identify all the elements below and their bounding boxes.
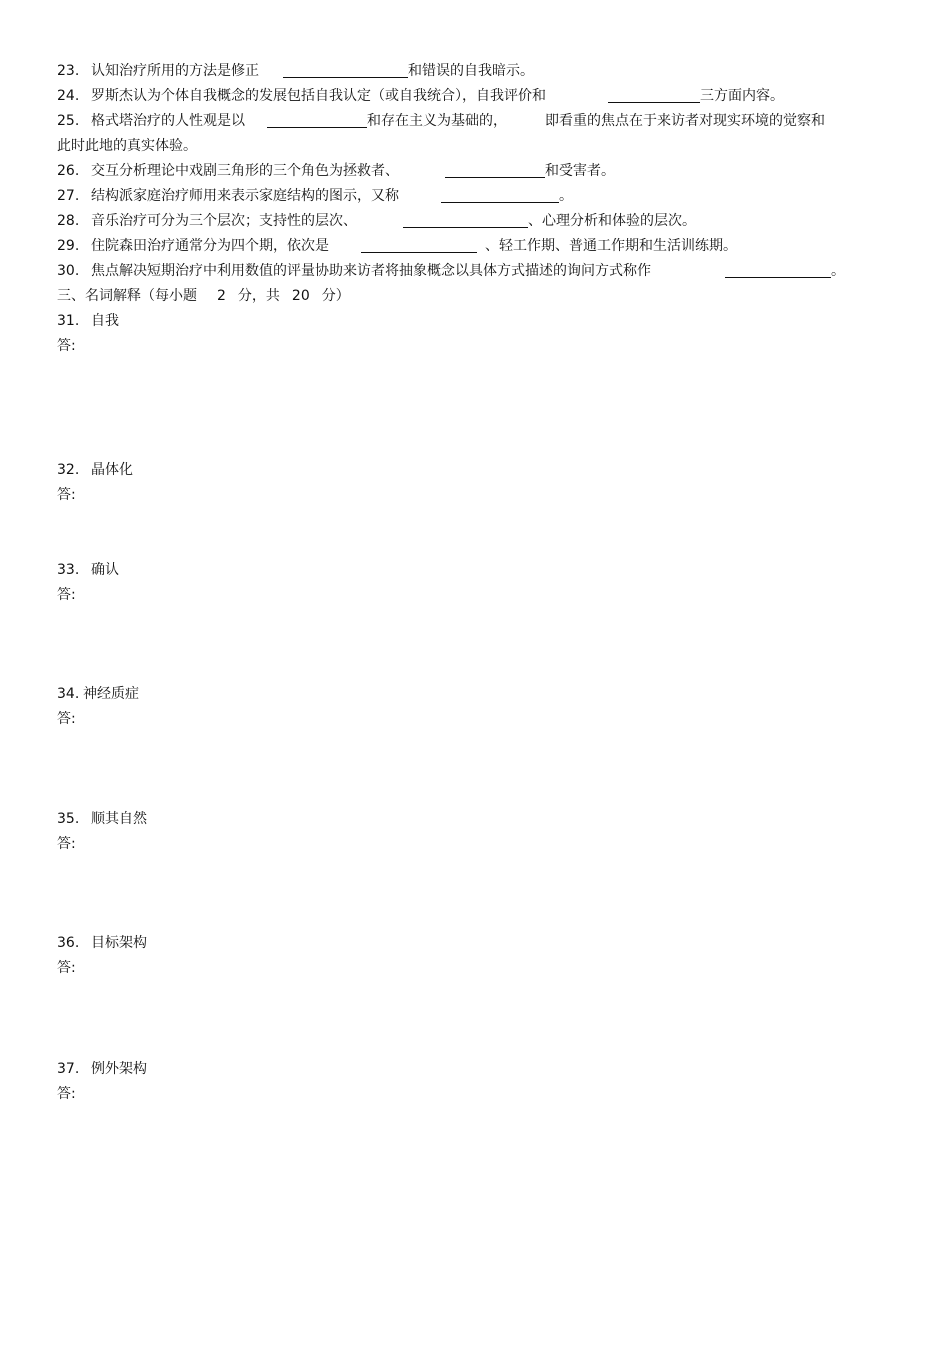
- section-heading-b: 分，共: [237, 288, 280, 304]
- question-number: 24.: [57, 88, 80, 104]
- question-28: [57, 212, 696, 230]
- section-points-each: 2: [217, 288, 226, 304]
- question-text: 格式塔治疗的人性观是以: [91, 113, 245, 129]
- question-text: 音乐治疗可分为三个层次；支持性的层次、: [91, 213, 357, 229]
- question-text: 罗斯杰认为个体自我概念的发展包括自我认定（或自我统合），自我评价和: [91, 88, 546, 104]
- answer-blank[interactable]: [361, 238, 477, 253]
- question-number: 30.: [57, 263, 80, 279]
- term-label: 自我: [91, 313, 119, 329]
- question-25-continued: [57, 137, 197, 155]
- answer-blank[interactable]: [725, 263, 831, 278]
- term-question-34: [57, 685, 139, 703]
- question-30: [57, 262, 845, 280]
- question-number: 23.: [57, 63, 80, 79]
- section-heading: [57, 287, 350, 305]
- question-number: 29.: [57, 238, 80, 254]
- question-26: [57, 162, 615, 180]
- answer-label: 答:: [57, 960, 76, 976]
- answer-label: 答:: [57, 836, 76, 852]
- question-number: 27.: [57, 188, 80, 204]
- question-29: [57, 237, 737, 255]
- answer-label: 答:: [57, 1086, 76, 1102]
- term-label: 晶体化: [91, 462, 133, 478]
- term-label: 例外架构: [91, 1061, 147, 1077]
- question-text-tail: 、轻工作期、普通工作期和生活训练期。: [485, 238, 737, 254]
- answer-blank[interactable]: [283, 63, 408, 78]
- answer-blank[interactable]: [267, 113, 367, 128]
- term-question-37: [57, 1060, 147, 1078]
- question-text-tail: 即看重的焦点在于来访者对现实环境的觉察和: [545, 113, 825, 129]
- term-label: 神经质症: [83, 686, 139, 702]
- answer-label: 答:: [57, 587, 76, 603]
- question-text-continued: 此时此地的真实体验。: [57, 138, 197, 154]
- term-question-36: [57, 934, 147, 952]
- question-text-tail: 和错误的自我暗示。: [408, 63, 534, 79]
- question-number: 25.: [57, 113, 80, 129]
- answer-blank[interactable]: [608, 88, 700, 103]
- question-number: 34.: [57, 686, 80, 702]
- question-number: 36.: [57, 935, 80, 951]
- question-24: [57, 87, 784, 105]
- question-number: 26.: [57, 163, 80, 179]
- answer-label: 答:: [57, 338, 76, 354]
- term-label: 顺其自然: [91, 811, 147, 827]
- term-question-35: [57, 810, 147, 828]
- question-number: 32.: [57, 462, 80, 478]
- term-question-31: [57, 312, 119, 330]
- answer-label: 答:: [57, 711, 76, 727]
- term-question-32: [57, 461, 133, 479]
- answer-blank[interactable]: [445, 163, 545, 178]
- question-text-tail: 、心理分析和体验的层次。: [528, 213, 696, 229]
- question-number: 35.: [57, 811, 80, 827]
- question-number: 37.: [57, 1061, 80, 1077]
- answer-blank[interactable]: [441, 188, 559, 203]
- question-25: [57, 112, 825, 130]
- question-number: 31.: [57, 313, 80, 329]
- question-text-mid: 和存在主义为基础的，: [367, 113, 507, 129]
- question-number: 33.: [57, 562, 80, 578]
- answer-label: 答:: [57, 487, 76, 503]
- question-text: 结构派家庭治疗师用来表示家庭结构的图示，又称: [91, 188, 399, 204]
- question-text: 焦点解决短期治疗中利用数值的评量协助来访者将抽象概念以具体方式描述的询问方式称作: [91, 263, 651, 279]
- question-number: 28.: [57, 213, 80, 229]
- question-23: [57, 62, 534, 80]
- answer-blank[interactable]: [403, 213, 528, 228]
- term-label: 确认: [91, 562, 119, 578]
- section-heading-c: 分）: [321, 288, 350, 304]
- section-heading-a: 三、名词解释（每小题: [57, 288, 197, 304]
- question-27: [57, 187, 573, 205]
- question-text: 住院森田治疗通常分为四个期，依次是: [91, 238, 329, 254]
- question-text-tail: 三方面内容。: [700, 88, 784, 104]
- question-text: 交互分析理论中戏剧三角形的三个角色为拯救者、: [91, 163, 399, 179]
- question-text: 认知治疗所用的方法是修正: [91, 63, 259, 79]
- question-text-tail: 和受害者。: [545, 163, 615, 179]
- term-question-33: [57, 561, 119, 579]
- term-label: 目标架构: [91, 935, 147, 951]
- question-text-tail: 。: [559, 188, 573, 204]
- question-text-tail: 。: [831, 263, 845, 279]
- section-points-total: 20: [291, 288, 310, 304]
